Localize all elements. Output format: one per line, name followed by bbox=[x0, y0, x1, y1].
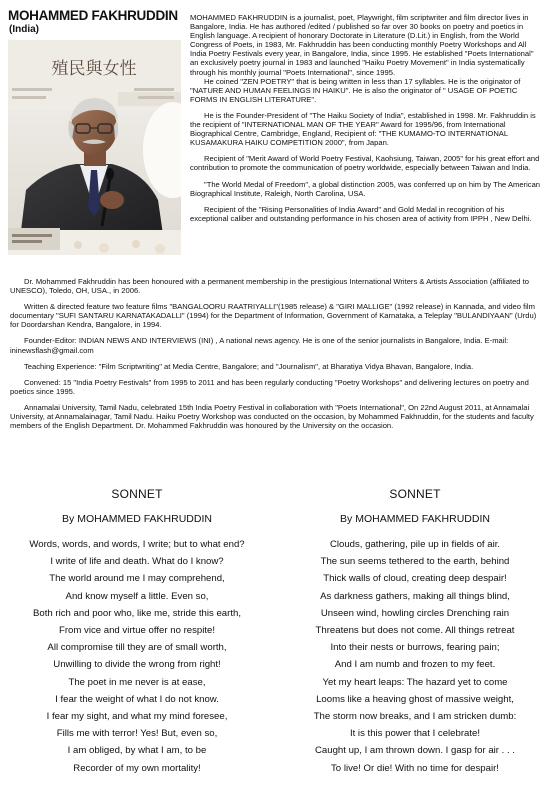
bio-continued bbox=[10, 277, 544, 437]
poem-line: Fills me with terror! Yes! But, even so, bbox=[56, 728, 218, 740]
sonnet-author: By MOHAMMED FAKHRUDDIN bbox=[340, 513, 490, 525]
poem-line: And I am numb and frozen to my feet. bbox=[334, 659, 496, 671]
bio-paragraph: He is the Founder-President of "The Haiku Society of India", established in 1998. Mr. Fakhruddin is the recipient of "INTERNATIONAL MAN OF THE YEAR" Award for 1995/96, from International Biographical Centre, Cambridge, England, Recipient of: "THE KUMAMO-TO INTERNATIONAL KUSAMAKURA HAIKU COMPETITION 2000", from Japan. bbox=[190, 110, 536, 148]
bio-intro bbox=[190, 13, 542, 230]
poem-line: The world around me I may comprehend, bbox=[49, 573, 225, 585]
poem-line: Recorder of my own mortality! bbox=[73, 762, 201, 774]
poem-line: Both rich and poor who, like me, stride this earth, bbox=[33, 607, 241, 619]
bio-paragraph: He coined "ZEN POETRY" that is being written in less than 17 syllables. He is the originator of "NATURE AND HUMAN FEELINGS IN HAIKU". He is also the originator of " USAGE OF POETIC FORMS IN ENGLISH LITERATURE". bbox=[190, 76, 521, 104]
poem-line: Clouds, gathering, pile up in fields of air. bbox=[329, 539, 501, 550]
poem-line: Caught up, I am thrown down. I gasp for air . . . bbox=[315, 745, 515, 757]
author-country: (India) bbox=[9, 24, 39, 35]
bio-paragraph: Founder-Editor: INDIAN NEWS AND INTERVIEWS (INI) , A national news agency. He is one of the senior journalists in Bangalore, India. E-mail: ininewsflash@gmail.com bbox=[10, 336, 509, 355]
poem-line: Thick walls of cloud, creating deep despair! bbox=[323, 573, 507, 585]
poem-line: Words, words, and words, I write; but to what end? bbox=[29, 539, 245, 550]
bio-paragraph: Written & directed feature two feature films "BANGALOORU RAATRIYALLI"(1985 release) & "GIRI MALLIGE" (1992 release) in Kannada, and video film documentary "SUFI SANTARU KARNATAKADALLI" (1994) for the Department of Information, Government of Karnataka, a Teleplay "BULANDIYAAN" (Urdu) for Doordarshan Kendra, Bangalore, in 1994. bbox=[10, 302, 537, 330]
poem-line: The sun seems tethered to the earth, behind bbox=[320, 556, 510, 568]
author-photo bbox=[8, 40, 181, 255]
poem-line: From vice and virtue offer no respite! bbox=[58, 625, 216, 637]
bio-paragraph: Annamalai University, Tamil Nadu, celebrated 15th India Poetry Festival in collaboration with "Poets International", On 22nd August 2011, at Annamalai University, at Annamalainagar, Tamil Nadu. Haiku Poetry Workshop was conducted on the occasion, by Mohammed Fakhruddin, for the students and faculty members of the English Department. Dr. Mohammed Fakhruddin was honoured by the University on the occasion. bbox=[10, 402, 534, 431]
sonnet-title: SONNET bbox=[389, 487, 441, 501]
poem-line: I fear the weight of what I do not know. bbox=[55, 693, 219, 705]
bio-paragraph: Dr. Mohammed Fakhruddin has been honoured with a permanent membership in the prestigious International Writers & Artists Association (affiliated to UNESCO), Toledo, OH, USA., in 2006. bbox=[10, 277, 529, 296]
poem-line: Threatens but does not come. All things retreat bbox=[315, 625, 515, 637]
poem-line: The storm now breaks, and I am stricken dumb: bbox=[313, 711, 517, 723]
poem-line: I am obliged, by what I am, to be bbox=[67, 745, 207, 757]
poem-line: All compromise till they are of small worth, bbox=[47, 642, 227, 654]
sonnet-title: SONNET bbox=[111, 487, 163, 501]
bio-paragraph: Recipient of "Merit Award of World Poetry Festival, Kaohsiung, Taiwan, 2005" for his great effort and contribution to promote the communication of poetry worldwide, especially between Taiwan and India. bbox=[190, 154, 540, 173]
poem-line: I fear my sight, and what my mind foresee, bbox=[46, 711, 228, 723]
poem-line: As darkness gathers, making all things blind, bbox=[320, 590, 510, 602]
author-name-heading: MOHAMMED FAKHRUDDIN bbox=[8, 8, 178, 23]
bio-paragraph: Convened: 15 "India Poetry Festivals" from 1995 to 2011 and has been regularly conducting "Poetry Workshops" and delivering lectures on poetry and poetics since 1995. bbox=[10, 377, 529, 396]
poem-line: I write of life and death. What do I know? bbox=[50, 556, 224, 568]
bio-paragraph: Teaching Experience: "Film Scriptwriting" at Media Centre, Bangalore; and "Journalism", at Bharatiya Vidya Bhavan, Bangalore, India. bbox=[24, 361, 474, 371]
poem-line: And know myself a little. Even so, bbox=[65, 590, 209, 602]
poem-line: Yet my heart leaps: The hazard yet to come bbox=[322, 676, 508, 688]
poem-line: It is this power that I celebrate! bbox=[349, 728, 481, 740]
poem-line: Unwilling to divide the wrong from right! bbox=[53, 659, 221, 671]
poem-line: The poet in me never is at ease, bbox=[68, 676, 206, 688]
poem-line: To live! Or die! With no time for despair! bbox=[331, 762, 499, 774]
poem-line: Looms like a heaving ghost of massive weight, bbox=[316, 693, 514, 705]
bio-paragraph: Recipient of the "Rising Personalities of India Award" and Gold Medal in recognition of his exceptional caliber and outstanding performance in his chosen area of activity from IPPH , New Delhi. bbox=[190, 204, 532, 223]
poem-line: Unseen wind, howling circles Drenching rain bbox=[320, 607, 510, 619]
sonnet-author: By MOHAMMED FAKHRUDDIN bbox=[62, 513, 212, 525]
sonnet-left bbox=[6, 486, 268, 777]
poem-line: Into their nests or burrows, fearing pain; bbox=[330, 642, 500, 654]
author-photo-image bbox=[8, 40, 181, 255]
banner-text: 殖民與女性 bbox=[51, 59, 137, 79]
bio-paragraph: MOHAMMED FAKHRUDDIN is a journalist, poet, Playwright, film scriptwriter and film director lives in Bangalore, India. He has authored /edited / published so far over 30 books on poetry and poetics in English language. A recipient of honorary Doctorate in Literature (D.Lit.) in English, from the World Congress of Poets, in 1983, Mr. Fakhruddin has been conducting monthly Poetry Workshops and All India Poetry Festivals every year, in Bangalore, India, since 1995. He established "Poets International" an exclusively poetry journal in 1983 and launched "Haiku Poetry Movement" in India systematically through his monthly journal "Poets International", since 1995. bbox=[190, 13, 534, 77]
sonnet-right bbox=[284, 486, 546, 777]
bio-paragraph: "The World Medal of Freedom", a global distinction 2005, was conferred up on him by The American Biographical Institute, Raleigh, North Carolina, USA. bbox=[190, 179, 541, 198]
